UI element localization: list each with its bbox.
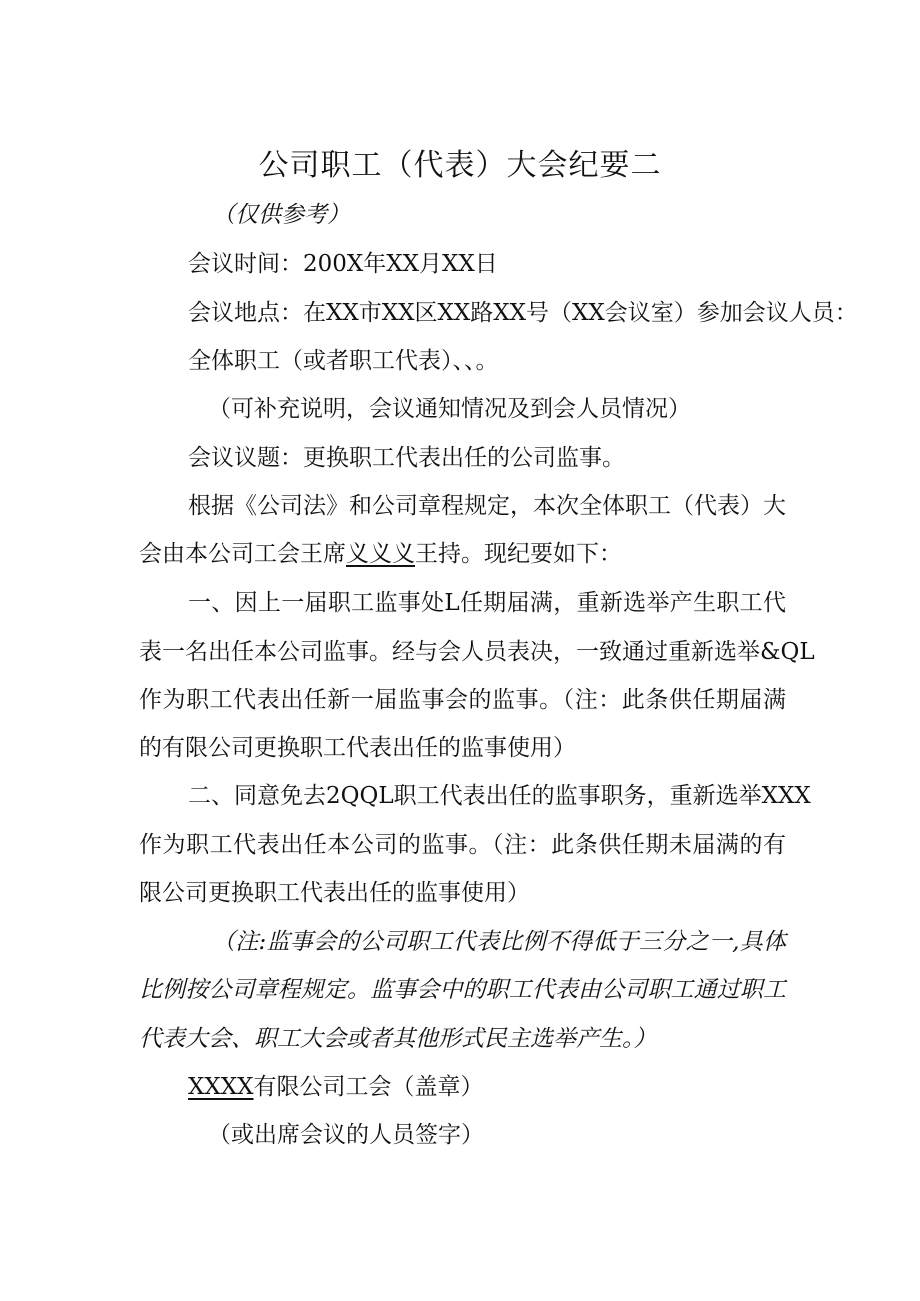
supplement-note: （可补充说明，会议通知情况及到会人员情况） (208, 396, 691, 422)
intro-line-2-start: 会由本公司工会王席 (139, 541, 346, 567)
note-line-1: （注:监事会的公司职工代表比例不得低于三分之一,具体 (212, 929, 786, 955)
meeting-place: 会议地点：在XX市XX区XX路XX号（XX会议室）参加会议人员： (188, 300, 858, 326)
item-1-line-2: 表一名出任本公司监事。经与会人员表决，一致通过重新选举&QL (139, 639, 815, 665)
note-line-3: 代表大会、职工大会或者其他形式民主选举产生。） (139, 1026, 657, 1052)
company-suffix: 有限公司工会（盖章） (253, 1074, 484, 1100)
reference-note: （仅供参考） (212, 202, 350, 228)
document-title: 公司职工（代表）大会纪要二 (258, 148, 662, 183)
attendees: 全体职工（或者职工代表）、、。 (188, 348, 499, 374)
chairman-name: 义义义 (346, 541, 415, 567)
item-2-line-2: 作为职工代表出任本公司的监事。（注：此条供任期未届满的有 (139, 832, 786, 858)
intro-line-2-end: 王持。现纪要如下： (415, 541, 622, 567)
company-name: XXXX (188, 1074, 254, 1100)
meeting-topic: 会议议题：更换职工代表出任的公司监事。 (188, 445, 625, 471)
item-2-line-1: 二、同意免去2QQL职工代表出任的监事职务，重新选举XXX (188, 783, 811, 809)
note-line-2: 比例按公司章程规定。监事会中的职工代表由公司职工通过职工 (139, 977, 786, 1003)
item-2-line-3: 限公司更换职工代表出任的监事使用） (139, 880, 530, 906)
item-1-line-3: 作为职工代表出任新一届监事会的监事。（注：此条供任期届满 (139, 687, 786, 713)
meeting-time: 会议时间：200X年XX月XX日 (188, 251, 498, 277)
signature-alternative: （或出席会议的人员签字） (208, 1122, 484, 1148)
intro-line-1: 根据《公司法》和公司章程规定，本次全体职工（代表）大 (188, 493, 786, 519)
item-1-line-1: 一、因上一届职工监事处L任期届满，重新选举产生职工代 (188, 590, 786, 616)
intro-line-2 (139, 539, 622, 569)
item-1-line-4: 的有限公司更换职工代表出任的监事使用） (139, 735, 576, 761)
signature-company (188, 1072, 484, 1102)
